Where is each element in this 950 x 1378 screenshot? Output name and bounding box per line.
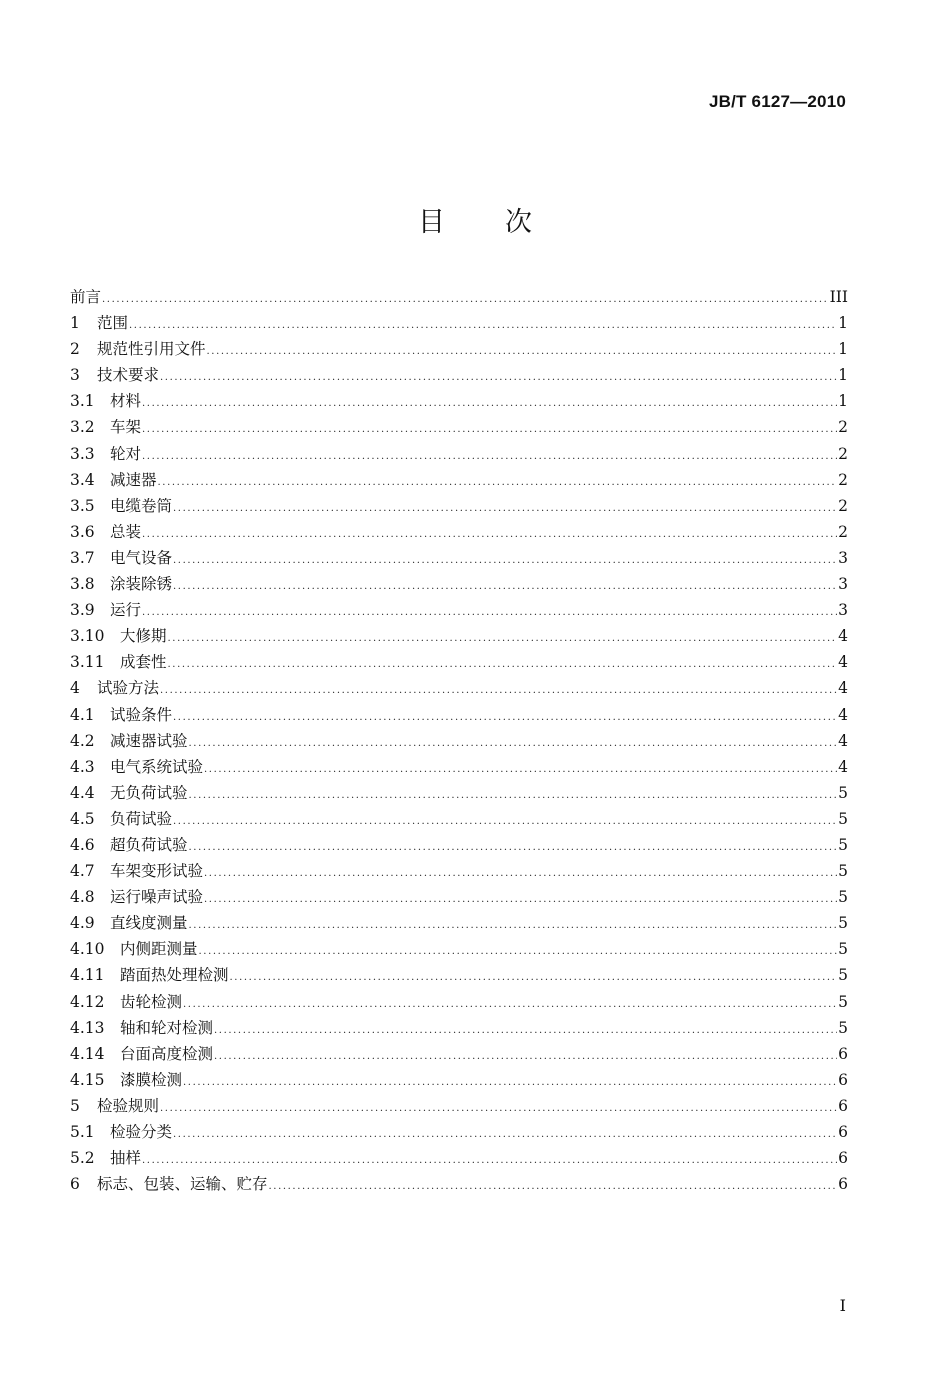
toc-entry-page: 5 (838, 783, 848, 802)
toc-entry-page: 5 (838, 966, 848, 985)
toc-entry[interactable] (70, 780, 848, 806)
toc-entry-number: 4.15 (70, 1070, 105, 1089)
toc-leader-dots (204, 757, 837, 783)
toc-entry-label: 减速器试验 (110, 731, 188, 750)
toc-entry-number: 4.14 (70, 1044, 105, 1063)
toc-entry-number: 3.4 (70, 470, 95, 489)
toc-entry-label: 总装 (110, 522, 142, 541)
toc-entry[interactable] (70, 806, 848, 832)
toc-entry-page: 5 (838, 940, 848, 959)
toc-title-char-1: 目 (418, 207, 445, 238)
toc-leader-dots (142, 600, 837, 626)
toc-entry-label: 规范性引用文件 (97, 340, 206, 359)
toc-entry-label: 技术要求 (97, 366, 160, 385)
toc-entry[interactable] (70, 728, 848, 754)
toc-entry[interactable] (70, 467, 848, 493)
toc-leader-dots (189, 835, 838, 861)
toc-entry-number: 3.11 (70, 653, 105, 672)
toc-leader-dots (142, 1148, 837, 1174)
toc-entry-page: 2 (838, 418, 848, 437)
toc-entry-page: 5 (838, 809, 848, 828)
toc-entry-page: 2 (838, 522, 848, 541)
toc-leader-dots (160, 678, 837, 704)
toc-entry-label: 试验方法 (97, 679, 160, 698)
toc-entry[interactable] (70, 675, 848, 701)
toc-entry-page: 4 (838, 627, 848, 646)
toc-entry-page: 4 (838, 757, 848, 776)
toc-leader-dots (168, 626, 838, 652)
toc-entry-number: 4.12 (70, 992, 105, 1011)
toc-list (70, 284, 848, 1197)
toc-entry-label: 检验分类 (110, 1123, 173, 1141)
toc-leader-dots (142, 417, 837, 443)
toc-leader-dots (160, 365, 837, 391)
toc-entry[interactable] (70, 545, 848, 571)
toc-entry-page: 4 (838, 653, 848, 672)
toc-entry-number: 3.3 (70, 444, 95, 463)
toc-entry-number: 4.5 (70, 809, 95, 828)
toc-entry-label: 轮对 (110, 444, 142, 463)
toc-entry-page: 3 (838, 575, 848, 594)
toc-leader-dots (142, 391, 837, 417)
toc-entry-label: 试验条件 (110, 705, 173, 724)
toc-leader-dots (142, 444, 837, 470)
toc-leader-dots (214, 1044, 837, 1070)
toc-entry-label: 齿轮检测 (120, 992, 183, 1011)
toc-entry[interactable] (70, 493, 848, 519)
toc-entry-number: 3.10 (70, 627, 105, 646)
toc-entry[interactable] (70, 858, 848, 884)
toc-entry-page: 2 (838, 496, 848, 515)
toc-entry-number: 3.5 (70, 496, 95, 515)
toc-entry-number: 4.4 (70, 783, 95, 802)
toc-entry-page: 4 (838, 731, 848, 750)
toc-entry-label: 内侧距测量 (120, 940, 198, 959)
toc-entry-page: 5 (838, 862, 848, 881)
toc-entry[interactable] (70, 884, 848, 910)
toc-entry-page: 3 (838, 601, 848, 620)
toc-entry-label: 电气系统试验 (110, 757, 204, 776)
toc-leader-dots (173, 574, 837, 600)
toc-entry-number: 3 (70, 366, 80, 385)
toc-entry[interactable] (70, 936, 848, 962)
toc-entry-page: 6 (838, 1070, 848, 1089)
toc-leader-dots (129, 313, 837, 339)
toc-entry-number: 5.1 (70, 1123, 95, 1141)
toc-entry-page: 4 (838, 679, 848, 698)
toc-leader-dots (269, 1174, 838, 1200)
toc-entry-label: 减速器 (110, 470, 157, 489)
toc-entry-label: 标志、包装、运输、贮存 (97, 1175, 268, 1194)
standard-code: JB/T 6127—2010 (709, 92, 846, 111)
toc-entry-page: 6 (838, 1149, 848, 1168)
toc-entry-number: 3.8 (70, 575, 95, 594)
toc-entry-number: 4.6 (70, 835, 95, 854)
toc-entry-label: 成套性 (120, 653, 167, 672)
toc-entry[interactable] (70, 1171, 848, 1197)
toc-entry-page: III (829, 288, 848, 306)
toc-entry-number: 3.1 (70, 392, 95, 411)
toc-entry[interactable] (70, 571, 848, 597)
toc-entry[interactable] (70, 336, 848, 362)
toc-entry-number: 4.13 (70, 1018, 105, 1037)
toc-leader-dots (189, 783, 838, 809)
toc-entry[interactable] (70, 441, 848, 467)
toc-entry[interactable] (70, 1093, 848, 1119)
toc-entry-number: 4.8 (70, 888, 95, 907)
toc-leader-dots (183, 992, 837, 1018)
toc-entry[interactable] (70, 1067, 848, 1093)
toc-entry-label: 检验规则 (97, 1096, 160, 1115)
toc-entry[interactable] (70, 1015, 848, 1041)
toc-leader-dots (183, 1070, 837, 1096)
toc-entry[interactable] (70, 597, 848, 623)
toc-leader-dots (189, 731, 838, 757)
toc-entry-label: 范围 (97, 314, 129, 333)
toc-leader-dots (207, 339, 838, 365)
page-number: I (839, 1296, 846, 1315)
toc-entry-label: 前言 (70, 288, 102, 306)
toc-leader-dots (173, 496, 837, 522)
toc-leader-dots (158, 470, 838, 496)
toc-entry-number: 3.9 (70, 601, 95, 620)
toc-entry-page: 6 (838, 1044, 848, 1063)
toc-entry[interactable] (70, 702, 848, 728)
toc-leader-dots (168, 652, 838, 678)
toc-entry-number: 1 (70, 314, 80, 333)
toc-entry-page: 3 (838, 548, 848, 567)
toc-entry-label: 直线度测量 (110, 914, 188, 933)
toc-leader-dots (102, 287, 829, 313)
toc-entry-number: 3.6 (70, 522, 95, 541)
toc-entry-label: 材料 (110, 392, 142, 411)
toc-entry-page: 5 (838, 1018, 848, 1037)
toc-entry-page: 6 (838, 1096, 848, 1115)
toc-entry-page: 2 (838, 444, 848, 463)
toc-entry-page: 5 (838, 835, 848, 854)
toc-entry-page: 5 (838, 914, 848, 933)
toc-entry-label: 踏面热处理检测 (120, 966, 229, 985)
toc-leader-dots (160, 1096, 837, 1122)
toc-entry[interactable] (70, 388, 848, 414)
toc-leader-dots (204, 887, 837, 913)
toc-entry[interactable] (70, 310, 848, 336)
toc-entry-label: 运行噪声试验 (110, 888, 204, 907)
toc-entry[interactable] (70, 649, 848, 675)
toc-entry-label: 轴和轮对检测 (120, 1018, 214, 1037)
toc-leader-dots (214, 1018, 837, 1044)
toc-entry-number: 4.10 (70, 940, 105, 959)
toc-entry-page: 1 (838, 392, 848, 411)
toc-entry-number: 6 (70, 1175, 80, 1194)
toc-entry[interactable] (70, 910, 848, 936)
toc-leader-dots (142, 522, 837, 548)
toc-entry-label: 负荷试验 (110, 809, 173, 828)
toc-entry[interactable] (70, 519, 848, 545)
toc-entry-page: 4 (838, 705, 848, 724)
toc-entry-label: 漆膜检测 (120, 1070, 183, 1089)
toc-entry-number: 4.1 (70, 705, 95, 724)
toc-entry-page: 1 (838, 366, 848, 385)
toc-entry-number: 4 (70, 679, 80, 698)
toc-entry-label: 大修期 (120, 627, 167, 646)
toc-entry-page: 1 (838, 314, 848, 333)
toc-entry-label: 抽样 (110, 1149, 142, 1168)
toc-entry[interactable] (70, 284, 848, 310)
toc-entry-page: 2 (838, 470, 848, 489)
toc-entry-number: 2 (70, 340, 80, 359)
toc-leader-dots (173, 705, 837, 731)
toc-leader-dots (173, 809, 837, 835)
toc-entry[interactable] (70, 989, 848, 1015)
toc-entry[interactable] (70, 414, 848, 440)
toc-entry[interactable] (70, 832, 848, 858)
toc-entry[interactable] (70, 1041, 848, 1067)
toc-entry[interactable] (70, 754, 848, 780)
toc-entry-label: 涂装除锈 (110, 575, 173, 594)
toc-entry[interactable] (70, 1145, 848, 1171)
toc-leader-dots (173, 1122, 837, 1148)
toc-entry-number: 4.11 (70, 966, 105, 985)
toc-entry-page: 5 (838, 992, 848, 1011)
toc-entry[interactable] (70, 962, 848, 988)
toc-entry-label: 电气设备 (110, 548, 173, 567)
toc-title-char-2: 次 (505, 207, 532, 238)
toc-title (0, 200, 950, 239)
toc-entry-number: 3.7 (70, 548, 95, 567)
toc-leader-dots (230, 965, 838, 991)
toc-entry-number: 4.2 (70, 731, 95, 750)
toc-leader-dots (199, 939, 838, 965)
toc-entry-label: 无负荷试验 (110, 783, 188, 802)
toc-entry-page: 6 (838, 1175, 848, 1194)
toc-entry-label: 台面高度检测 (120, 1044, 214, 1063)
toc-entry-number: 5.2 (70, 1149, 95, 1168)
toc-entry-label: 超负荷试验 (110, 835, 188, 854)
toc-entry-label: 车架变形试验 (110, 862, 204, 881)
toc-entry-page: 6 (838, 1123, 848, 1141)
toc-entry-number: 4.9 (70, 914, 95, 933)
toc-entry-page: 5 (838, 888, 848, 907)
toc-entry-label: 运行 (110, 601, 142, 620)
toc-leader-dots (189, 913, 838, 939)
toc-entry-page: 1 (838, 340, 848, 359)
toc-entry-number: 5 (70, 1096, 80, 1115)
toc-entry-number: 4.3 (70, 757, 95, 776)
toc-leader-dots (173, 548, 837, 574)
toc-entry-label: 车架 (110, 418, 142, 437)
toc-entry[interactable] (70, 623, 848, 649)
toc-leader-dots (204, 861, 837, 887)
toc-entry-number: 3.2 (70, 418, 95, 437)
toc-entry[interactable] (70, 1119, 848, 1145)
toc-entry[interactable] (70, 362, 848, 388)
toc-entry-number: 4.7 (70, 862, 95, 881)
toc-entry-label: 电缆卷筒 (110, 496, 173, 515)
